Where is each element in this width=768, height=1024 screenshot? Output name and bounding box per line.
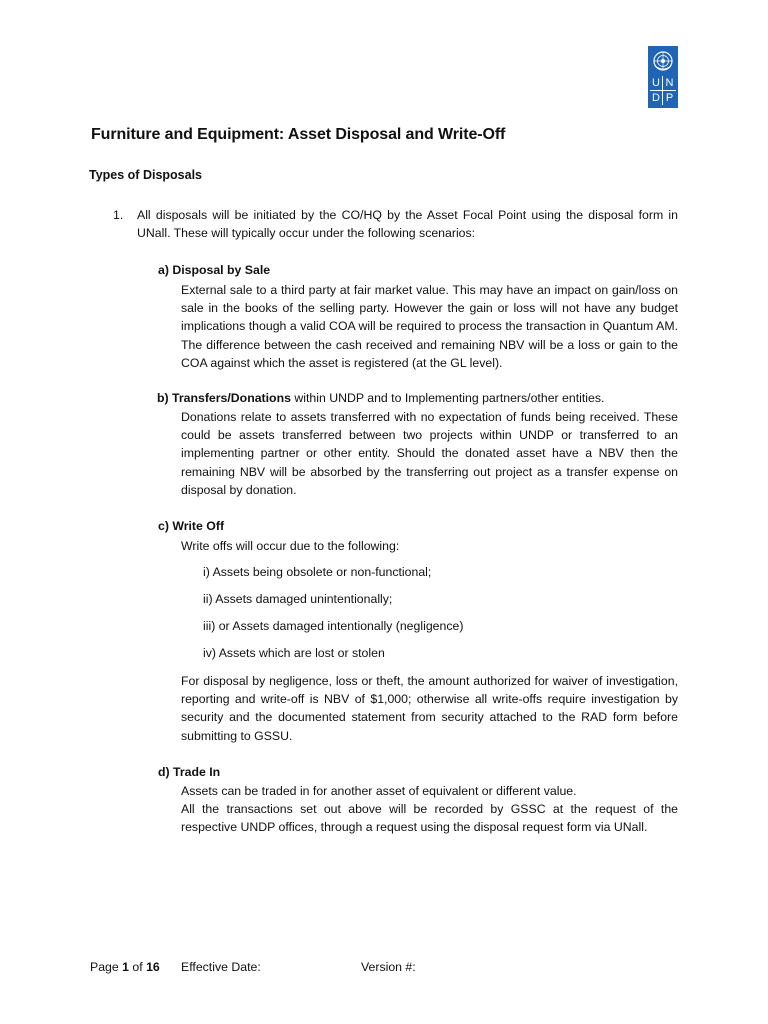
document-title: Furniture and Equipment: Asset Disposal and Write-Off: [91, 126, 506, 143]
item-1-number: 1.: [113, 208, 124, 222]
undp-logo: [648, 46, 678, 108]
version-label: Version #:: [361, 960, 416, 974]
section-a-heading: a) Disposal by Sale: [158, 263, 271, 277]
section-b-heading: [157, 391, 604, 405]
section-subtitle: Types of Disposals: [89, 168, 202, 182]
item-1-text: All disposals will be initiated by the CO/HQ by the Asset Focal Point using the disposal form in UNall. These will typically occur under the following scenarios:: [137, 208, 678, 241]
item-1: [113, 206, 678, 242]
section-a-paragraph: External sale to a third party at fair market value. This may have an impact on gain/loss on sale in the books of the selling party. However the gain or loss will not have any budget implications though a valid COA will be required to process the transaction in Quantum AM. The difference between the cash received and remaining NBV will be a loss or gain to the COA against which the asset is registered (at the GL level).: [181, 283, 678, 370]
logo-letter-d: D: [650, 91, 663, 105]
section-b-heading-rest: within UNDP and to Implementing partners/other entities.: [290, 391, 605, 405]
section-b-heading-bold: b) Transfers/Donations: [157, 391, 291, 405]
page-total: 16: [146, 960, 160, 974]
section-b-paragraph: Donations relate to assets transferred with no expectation of funds being received. These could be assets transferred between two projects within UNDP or transferred to an implementing partner or other entity. Should the donated asset have a NBV then the remaining NBV will be absorbed by the transferring out project as a transfer expense on disposal by donation.: [181, 410, 678, 497]
page-of: of: [128, 960, 147, 974]
section-c-heading: c) Write Off: [158, 519, 225, 533]
write-off-reason-1: i) Assets being obsolete or non-functional;: [203, 565, 432, 579]
logo-letter-u: U: [650, 76, 663, 91]
write-off-reason-3: iii) or Assets damaged intentionally (negligence): [203, 619, 464, 633]
logo-letters: [650, 76, 676, 105]
page-current: 1: [122, 960, 129, 974]
section-d-paragraph: All the transactions set out above will be recorded by GSSC at the request of the respective UNDP offices, through a request using the disposal request form via UNall.: [181, 802, 678, 835]
write-off-reason-4: iv) Assets which are lost or stolen: [203, 646, 385, 660]
section-d-heading: d) Trade In: [158, 765, 221, 779]
logo-letter-p: P: [665, 92, 674, 104]
section-c-intro: Write offs will occur due to the following:: [181, 539, 400, 553]
section-d-line1: Assets can be traded in for another asset of equivalent or different value.: [181, 784, 577, 798]
logo-letter-n: N: [663, 76, 676, 91]
un-emblem-icon: [651, 49, 675, 73]
page-number: [90, 960, 160, 974]
page-prefix: Page: [90, 960, 123, 974]
write-off-reason-2: ii) Assets damaged unintentionally;: [203, 592, 393, 606]
effective-date-label: Effective Date:: [181, 960, 261, 974]
section-c-paragraph: For disposal by negligence, loss or theft, the amount authorized for waiver of investigation, reporting and write-off is NBV of $1,000; otherwise all write-offs require investigation by security and the documented statement from security attached to the RAD form before submitting to GSSU.: [181, 674, 678, 743]
